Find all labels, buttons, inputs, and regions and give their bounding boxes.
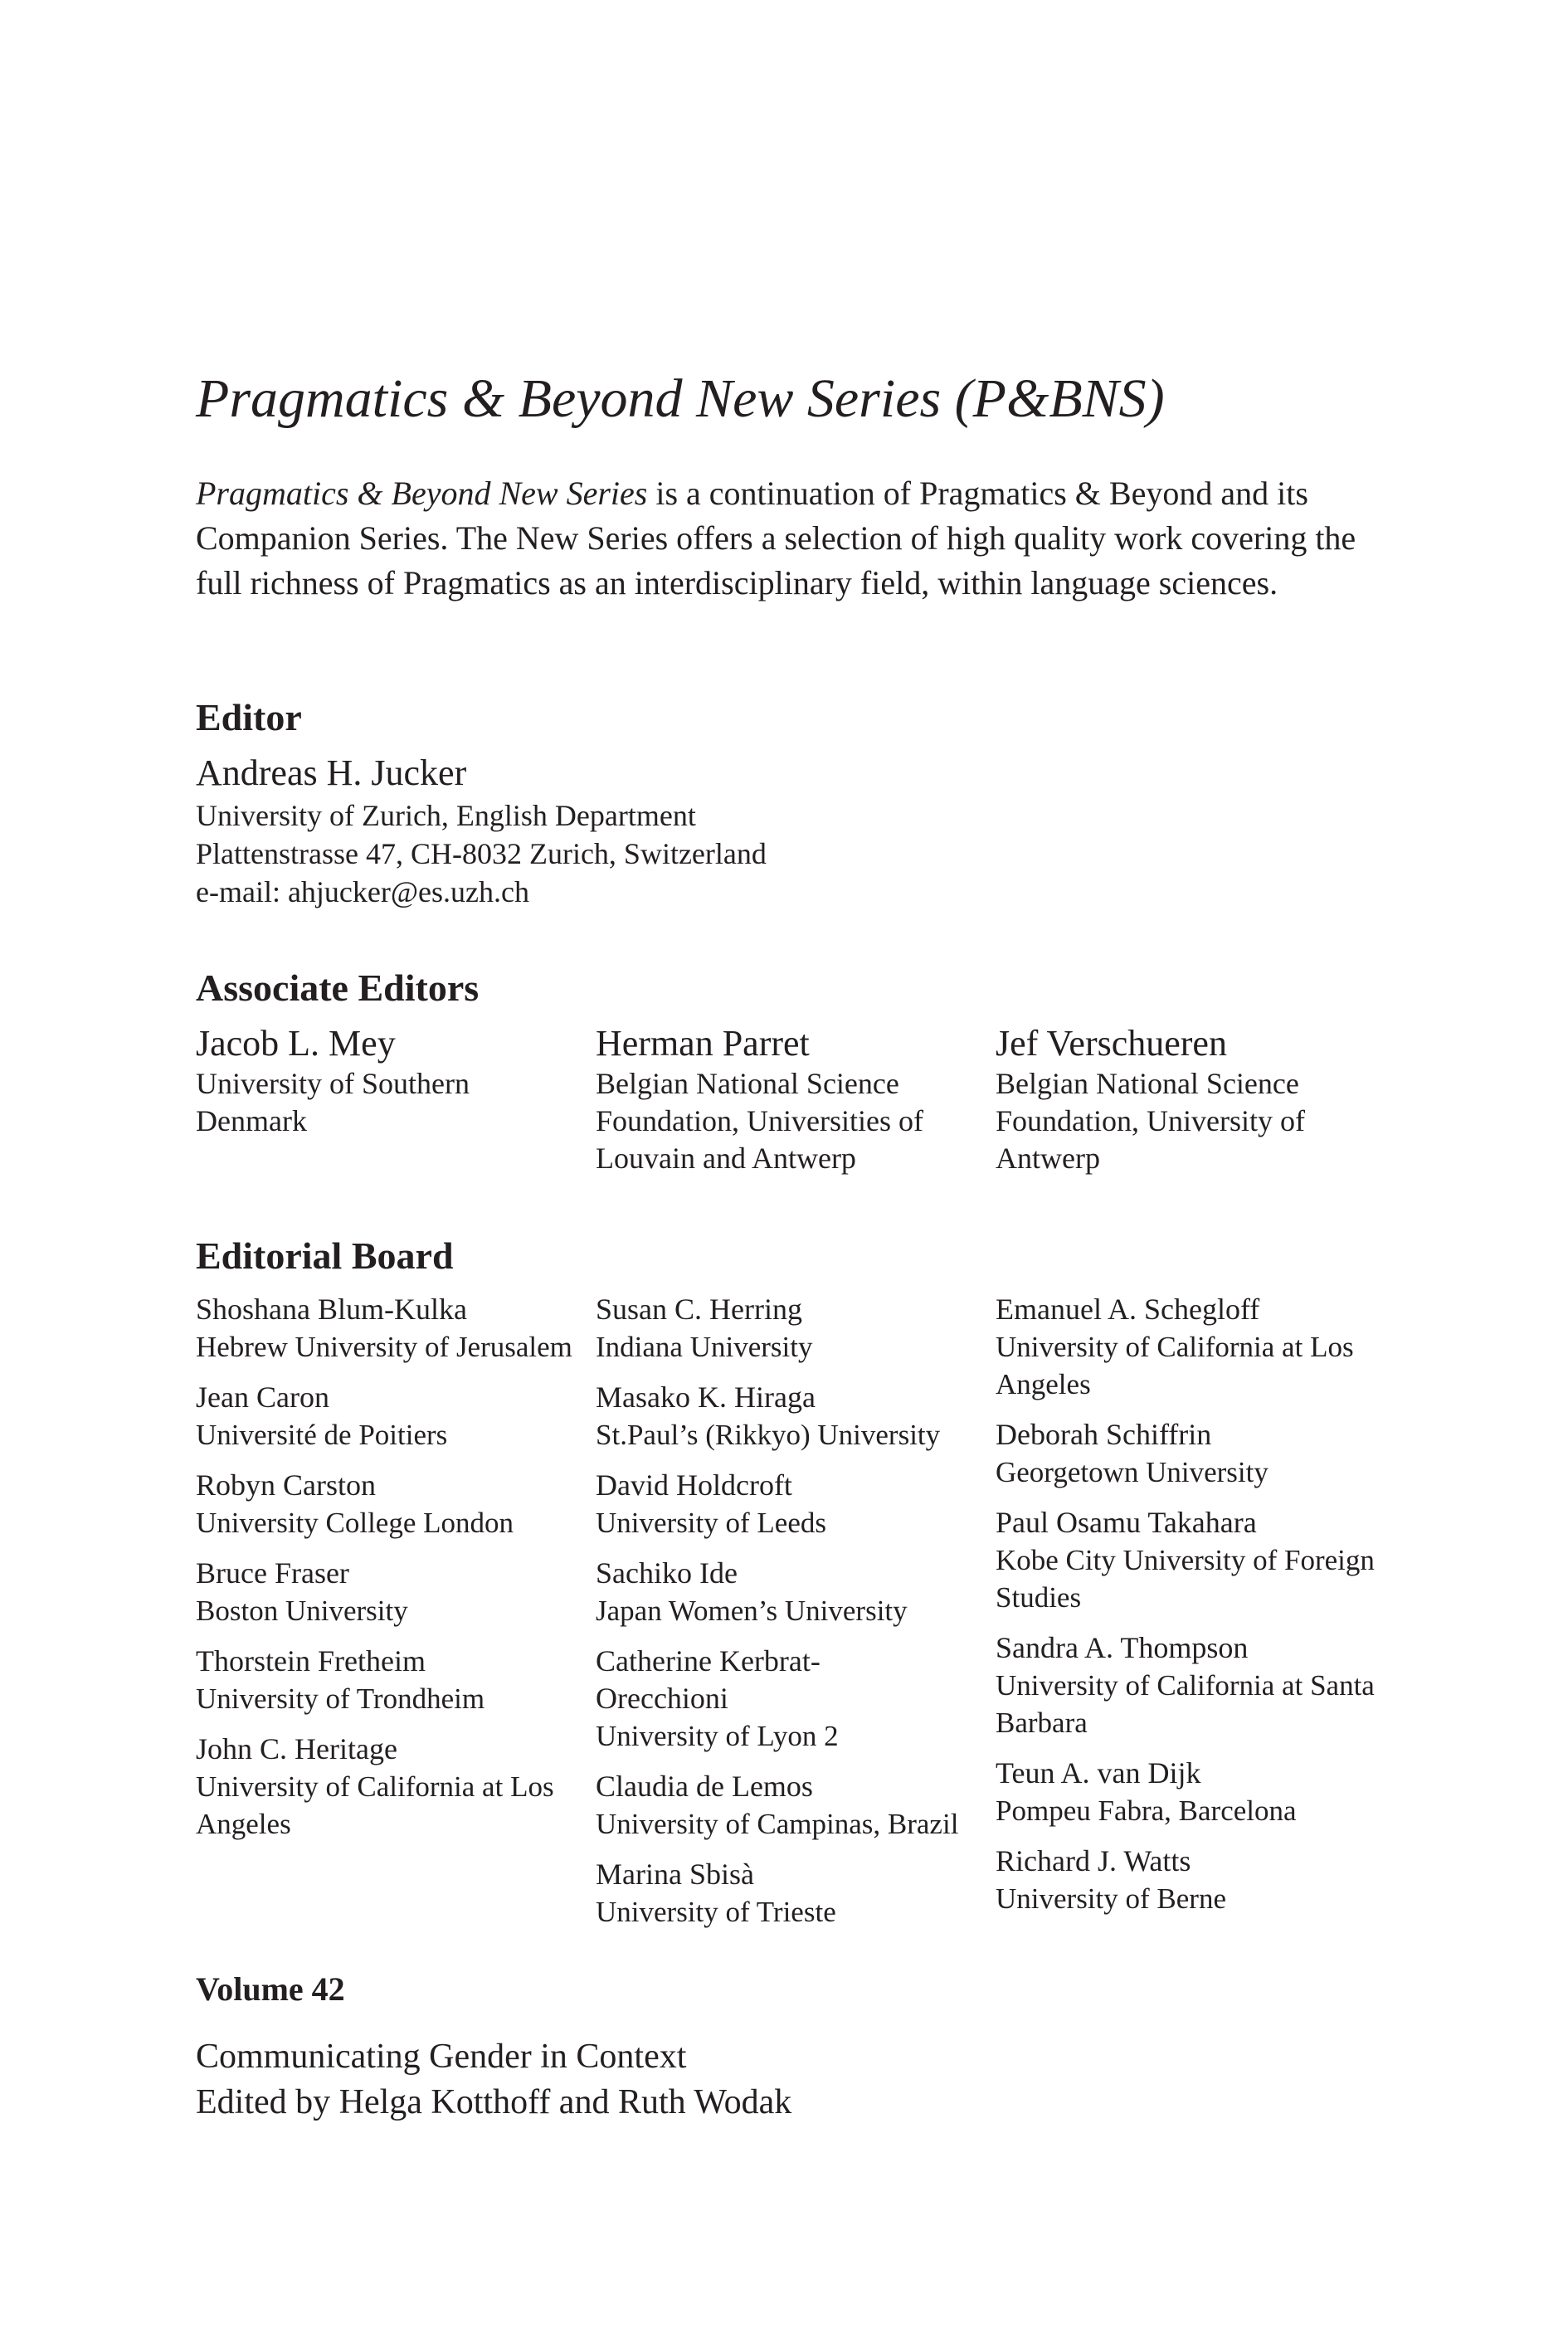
- board-member-name: Susan C. Herring: [596, 1293, 802, 1326]
- board-member-name: John C. Heritage: [196, 1732, 397, 1765]
- board-member-affiliation: Georgetown University: [996, 1456, 1269, 1488]
- editor-affiliation: University of Zurich, English Department: [196, 799, 696, 832]
- board-member: [196, 1291, 596, 1366]
- board-member-affiliation: St.Paul’s (Rikkyo) University: [596, 1419, 941, 1451]
- board-member-affiliation: Japan Women’s University: [596, 1595, 908, 1627]
- board-member: [196, 1379, 596, 1454]
- board-member-name: David Holdcroft: [596, 1468, 792, 1502]
- board-member-affiliation: Pompeu Fabra, Barcelona: [996, 1794, 1297, 1827]
- series-intro: [196, 471, 1390, 606]
- board-member-name: Sandra A. Thompson: [996, 1631, 1249, 1664]
- board-member: [996, 1416, 1410, 1491]
- board-member: [996, 1843, 1410, 1917]
- editorial-board-column: [596, 1291, 996, 1944]
- editorial-board-column: [196, 1291, 596, 1944]
- series-intro-italic: Pragmatics & Beyond New Series: [196, 475, 648, 512]
- board-member: [196, 1643, 596, 1717]
- board-member-affiliation: University of Trieste: [596, 1896, 836, 1928]
- board-member-name: Bruce Fraser: [196, 1556, 349, 1590]
- board-member: [596, 1467, 996, 1541]
- board-member-name: Richard J. Watts: [996, 1844, 1191, 1877]
- board-member-affiliation: University of Berne: [996, 1882, 1226, 1915]
- associate-editor: [596, 1022, 996, 1177]
- board-member: [996, 1629, 1410, 1741]
- board-member: [996, 1291, 1410, 1403]
- associate-editors-columns: [196, 1022, 1415, 1177]
- board-member: [196, 1555, 596, 1629]
- board-member: [196, 1731, 596, 1843]
- volume-details: [196, 2034, 791, 2126]
- board-member: [596, 1643, 996, 1755]
- board-member-name: Deborah Schiffrin: [996, 1418, 1212, 1451]
- series-title: Pragmatics & Beyond New Series (P&BNS): [196, 368, 1165, 429]
- editor-heading: Editor: [196, 696, 302, 738]
- volume-heading: Volume 42: [196, 1970, 345, 2008]
- board-member: [196, 1467, 596, 1541]
- board-member: [596, 1379, 996, 1454]
- board-member-affiliation: Université de Poitiers: [196, 1419, 448, 1451]
- associate-editor-name: Jacob L. Mey: [196, 1023, 396, 1064]
- board-member-affiliation: Boston University: [196, 1595, 408, 1627]
- associate-editor-affiliation: Belgian National Science Foundation, University of Antwerp: [996, 1067, 1305, 1175]
- volume-editors: Edited by Helga Kotthoff and Ruth Wodak: [196, 2083, 792, 2121]
- board-member-name: Emanuel A. Schegloff: [996, 1293, 1260, 1326]
- board-member-name: Marina Sbisà: [596, 1858, 754, 1891]
- editor-name: Andreas H. Jucker: [196, 752, 467, 793]
- volume-title: Communicating Gender in Context: [196, 2038, 687, 2076]
- board-member-name: Jean Caron: [196, 1381, 329, 1414]
- board-member-name: Robyn Carston: [196, 1468, 377, 1502]
- editorial-board-columns: [196, 1291, 1415, 1944]
- board-member-affiliation: Hebrew University of Jerusalem: [196, 1331, 572, 1363]
- editorial-board-heading: Editorial Board: [196, 1234, 454, 1277]
- board-member-affiliation: University of Leeds: [596, 1507, 826, 1539]
- board-member-name: Thorstein Fretheim: [196, 1644, 426, 1678]
- board-member: [596, 1555, 996, 1629]
- board-member-name: Sachiko Ide: [596, 1556, 738, 1590]
- board-member-affiliation: University of Trondheim: [196, 1682, 485, 1715]
- associate-editor: [996, 1022, 1410, 1177]
- associate-editor-name: Jef Verschueren: [996, 1023, 1227, 1064]
- board-member-name: Catherine Kerbrat-Orecchioni: [596, 1644, 821, 1715]
- associate-editor-name: Herman Parret: [596, 1023, 810, 1064]
- editor-details: [196, 796, 767, 911]
- editor-email: e-mail: ahjucker@es.uzh.ch: [196, 875, 529, 908]
- board-member-name: Masako K. Hiraga: [596, 1381, 816, 1414]
- board-member-name: Shoshana Blum-Kulka: [196, 1293, 467, 1326]
- board-member-affiliation: University of Campinas, Brazil: [596, 1808, 959, 1840]
- board-member-affiliation: University College London: [196, 1507, 514, 1539]
- board-member: [596, 1856, 996, 1931]
- series-intro-text: is a continuation of Pragmatics & Beyond and its Companion Series. The New Series offers a selection of high quality work covering the full richness of Pragmatics as an interdisciplinary field, within language sciences.: [196, 475, 1356, 601]
- board-member: [596, 1768, 996, 1843]
- board-member-affiliation: University of California at Santa Barbara: [996, 1669, 1375, 1739]
- board-member-name: Claudia de Lemos: [596, 1770, 813, 1803]
- board-member-affiliation: Indiana University: [596, 1331, 813, 1363]
- board-member: [996, 1504, 1410, 1616]
- editor-address: Plattenstrasse 47, CH-8032 Zurich, Switzerland: [196, 837, 767, 870]
- board-member-affiliation: University of Lyon 2: [596, 1720, 839, 1752]
- board-member: [996, 1755, 1410, 1829]
- board-member-affiliation: Kobe City University of Foreign Studies: [996, 1544, 1375, 1614]
- board-member: [596, 1291, 996, 1366]
- editorial-board-column: [996, 1291, 1410, 1944]
- associate-editor-affiliation: University of Southern Denmark: [196, 1067, 470, 1137]
- board-member-name: Teun A. van Dijk: [996, 1756, 1201, 1790]
- associate-editors-heading: Associate Editors: [196, 967, 480, 1009]
- board-member-affiliation: University of California at Los Angeles: [196, 1770, 554, 1840]
- board-member-affiliation: University of California at Los Angeles: [996, 1331, 1354, 1400]
- associate-editor-affiliation: Belgian National Science Foundation, Universities of Louvain and Antwerp: [596, 1067, 923, 1175]
- board-member-name: Paul Osamu Takahara: [996, 1506, 1257, 1539]
- associate-editor: [196, 1022, 596, 1177]
